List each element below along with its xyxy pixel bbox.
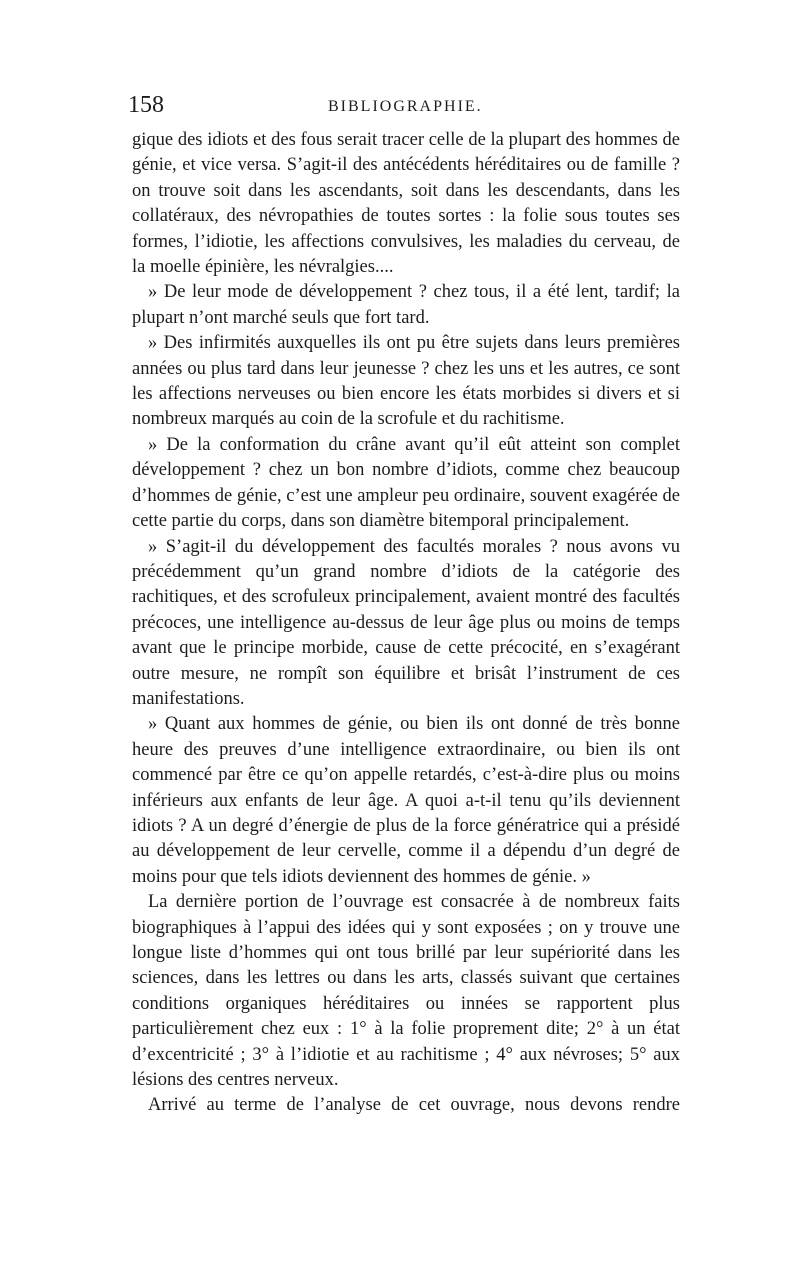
paragraph-infirmites: » Des infirmités auxquelles ils ont pu être sujets dans leurs premières années ou plus tard dans leur jeunesse ? chez les uns et les autres, ce sont les affections nerveuses ou bien encore les états morbides si divers et si nombreux marqués au coin de la scrofule et du rachitisme. (132, 333, 680, 430)
paragraph-facultes-morales: » S’agit-il du développement des facultés morales ? nous avons vu précédemment qu’un grand nombre d’idiots de la catégorie des rachitiques, et des scrofuleux principalement, avaient montré des facultés précoces, une intelligence au-dessus de leur âge plus ou moins de temps avant que le principe morbide, cause de cette précocité, en s’exagérant outre mesure, ne rompît son équilibre et brisât l’instrument de ces manifestations. (132, 536, 680, 709)
paragraph-continuation: gique des idiots et des fous serait tracer celle de la plupart des hommes de génie, et vice versa. S’agit-il des antécédents héréditaires ou de famille ? on trouve soit dans les ascendants, soit dans les descendants, dans les collatéraux, des névropathies de toutes sortes : la folie sous toutes ses formes, l’idiotie, les affections convulsives, les maladies du cerveau, de la moelle épinière, les névralgies.... (132, 130, 680, 278)
paragraph-conformation-crane: » De la conformation du crâne avant qu’il eût atteint son complet développement ? chez un bon nombre d’idiots, comme chez beaucoup d’hommes de génie, c’est une ampleur peu ordinaire, souvent exagérée de cette partie du corps, dans son diamètre bitemporal principalement. (132, 434, 680, 532)
body-text (132, 128, 680, 1119)
paragraph-arrive-au-terme: Arrivé au terme de l’analyse de cet ouvrage, nous devons rendre (148, 1095, 680, 1116)
page-number: 158 (128, 92, 164, 118)
running-title: BIBLIOGRAPHIE. (328, 98, 483, 115)
paragraph-hommes-de-genie: » Quant aux hommes de génie, ou bien ils ont donné de très bonne heure des preuves d’une intelligence extraordinaire, ou bien ils ont commencé par être ce qu’on appelle retardés, c’est-à-dire plus ou moins inférieurs aux enfants de leur âge. A quoi a-t-il tenu qu’ils deviennent idiots ? A un degré d’énergie de plus de la force génératrice qui a présidé au développement de leur cervelle, comme il a dépendu d’un degré de moins pour que tels idiots deviennent des hommes de génie. » (132, 714, 680, 887)
paragraph-mode-developpement: » De leur mode de développement ? chez tous, il a été lent, tardif; la plupart n’ont marché seuls que fort tard. (132, 282, 680, 328)
paragraph-derniere-portion: La dernière portion de l’ouvrage est consacrée à de nombreux faits biographiques à l’appui des idées qui y sont exposées ; on y trouve une longue liste d’hommes qui ont tous brillé par leur supériorité dans les sciences, dans les lettres ou dans les arts, classés suivant que certaines conditions organiques héréditaires ou innées se rapportent plus particulièrement chez eux : 1° à la folie proprement dite; 2° à un état d’excentricité ; 3° à l’idiotie et au rachitisme ; 4° aux névroses; 5° aux lésions des centres nerveux. (132, 892, 680, 1091)
running-head (128, 92, 678, 122)
